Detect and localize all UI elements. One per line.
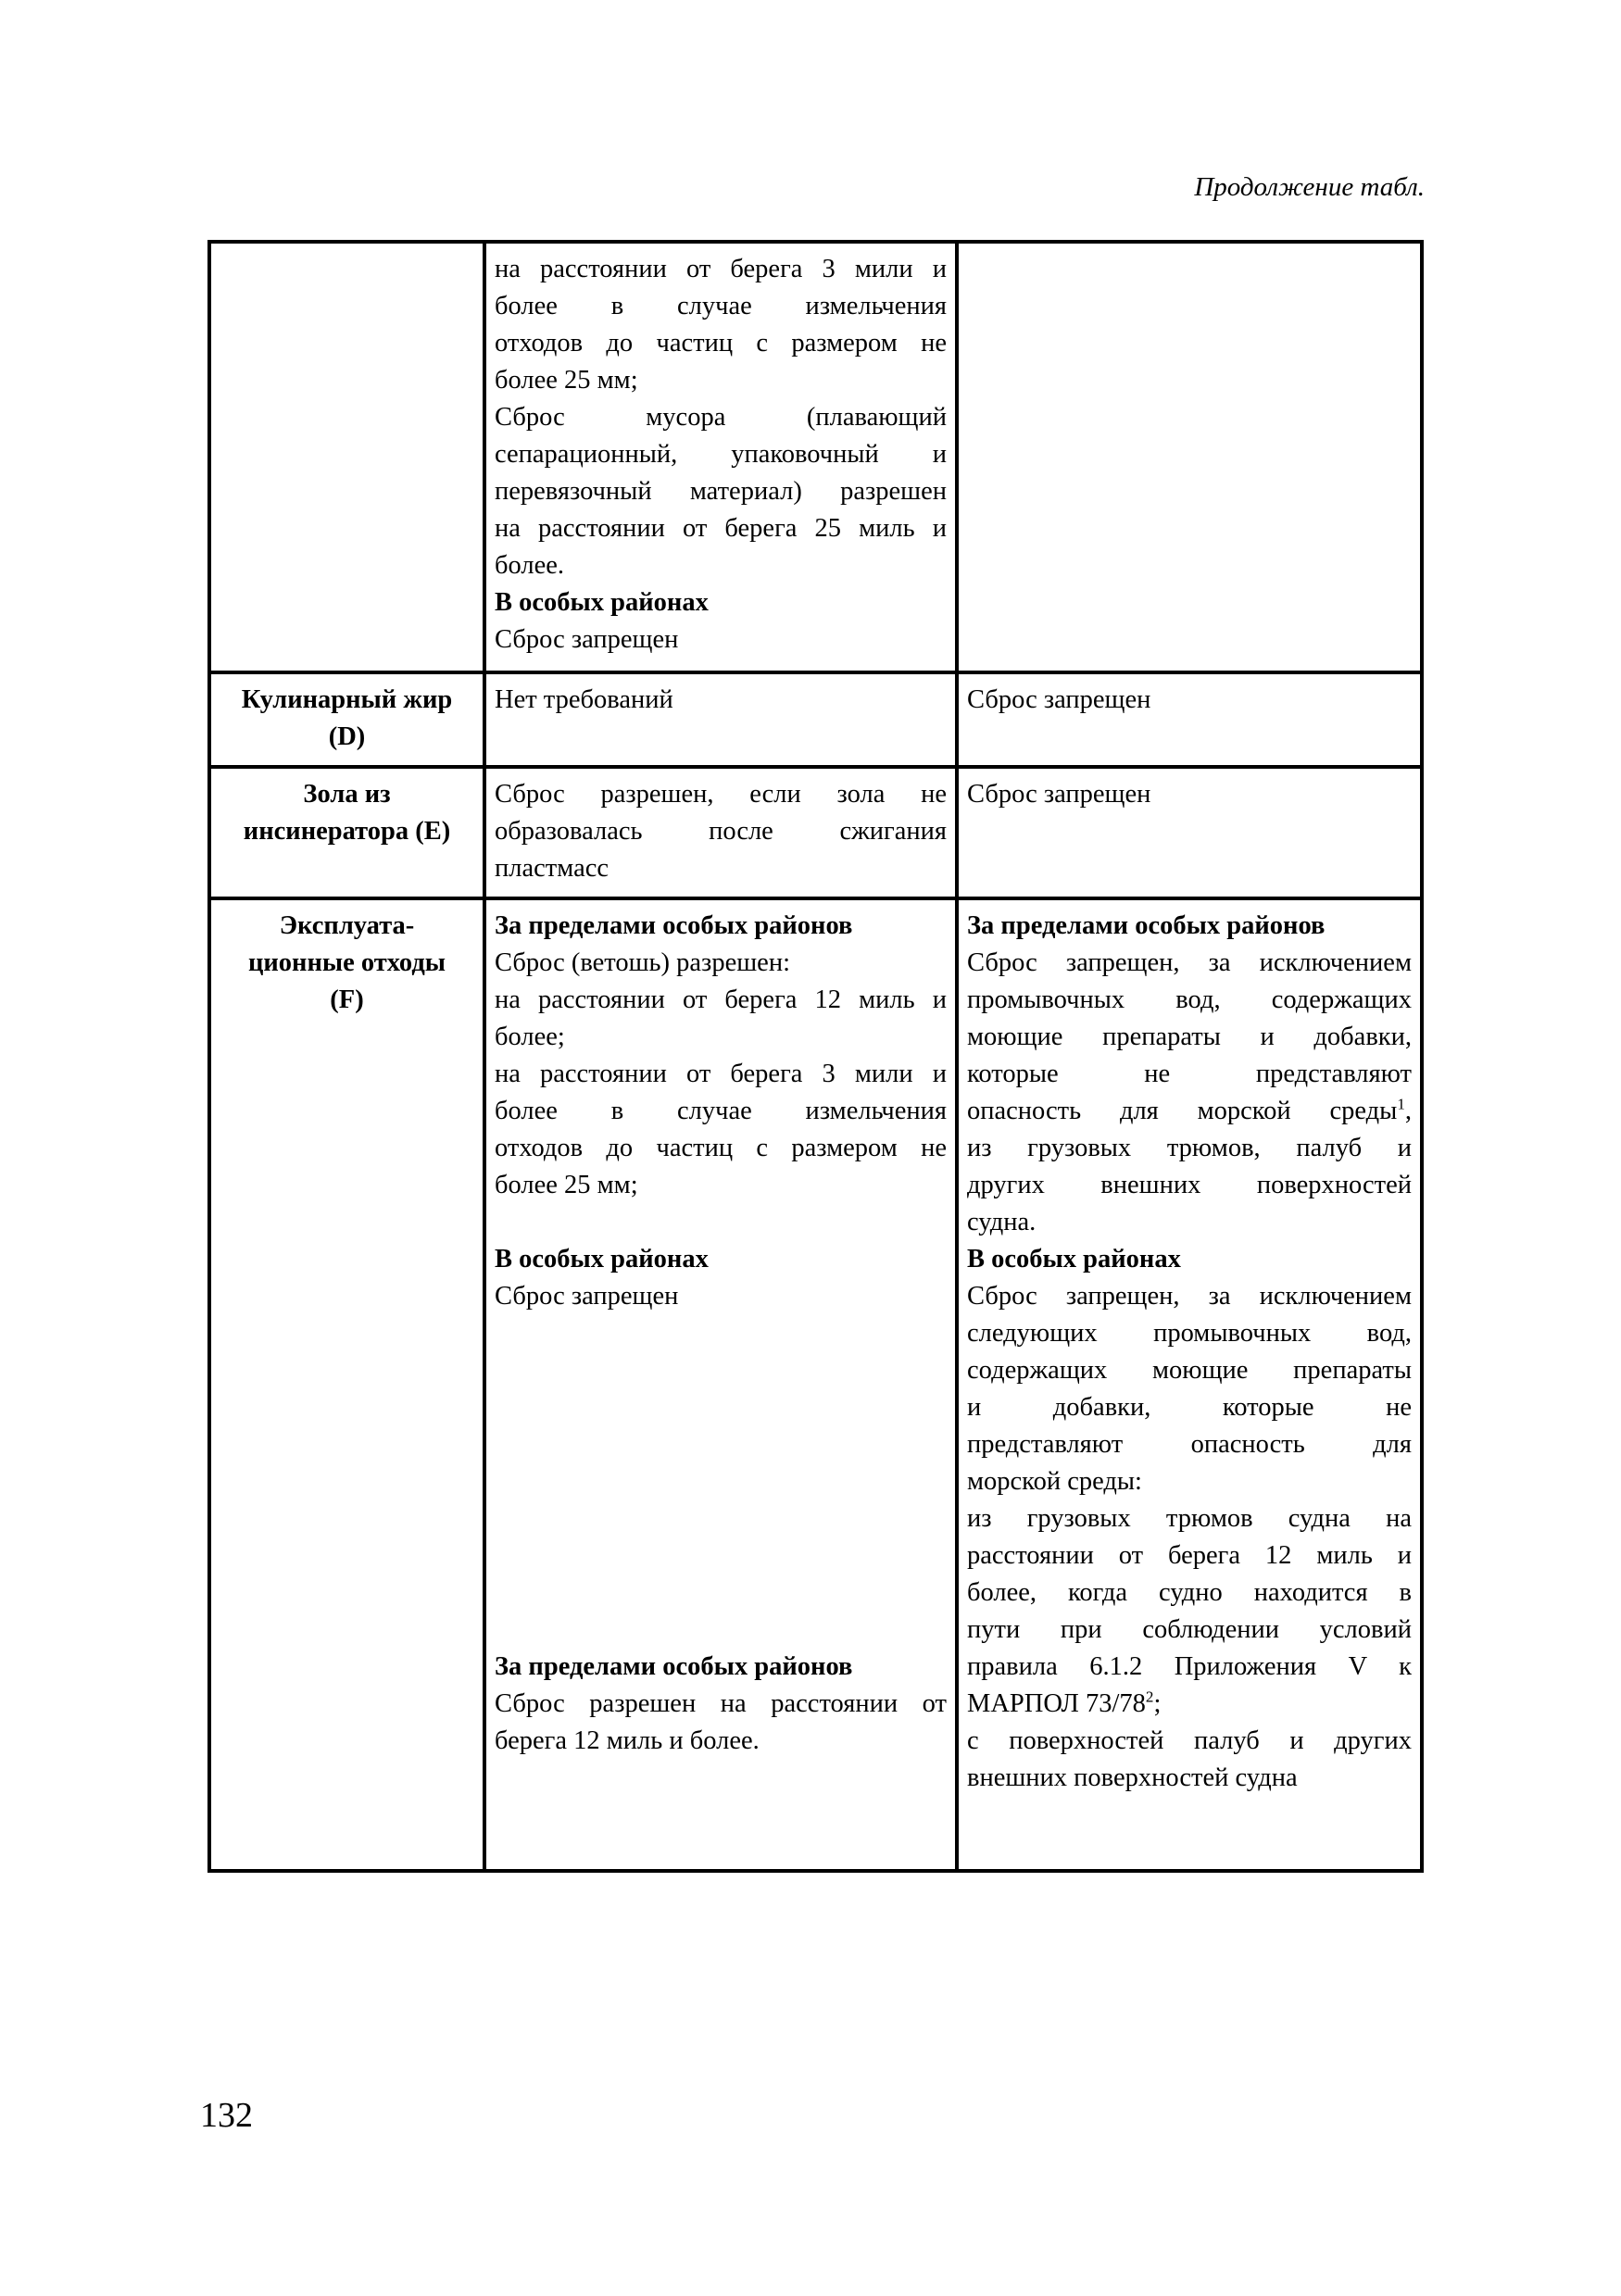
cell-text: , bbox=[1404, 1097, 1412, 1125]
outside-special-areas-heading: За пределами особых районов bbox=[495, 911, 853, 940]
cell-line: образовалась после сжигания bbox=[495, 817, 947, 846]
cell-line: содержащих моющие препараты bbox=[967, 1356, 1412, 1385]
category-label: Кулинарный жир bbox=[241, 685, 453, 714]
cell-line: на расстоянии от берега 3 мили и bbox=[495, 255, 947, 283]
fixed-platforms-cell bbox=[957, 672, 1422, 767]
sea-areas-cell bbox=[484, 242, 957, 672]
cell-line: более в случае измельчения bbox=[495, 292, 947, 320]
fixed-platforms-cell bbox=[957, 898, 1422, 1871]
cell-line: Сброс запрещен, за исключением bbox=[967, 1282, 1412, 1311]
table-row bbox=[209, 672, 1422, 767]
cell-line: более 25 мм; bbox=[495, 366, 638, 395]
cell-line: Сброс разрешен на расстоянии от bbox=[495, 1689, 947, 1718]
cell-line: отходов до частиц с размером не bbox=[495, 1134, 947, 1162]
table-row bbox=[209, 767, 1422, 898]
cell-line: на расстоянии от берега 12 миль и bbox=[495, 985, 947, 1014]
table-continuation-caption: Продолжение табл. bbox=[1194, 172, 1425, 202]
discharge-table bbox=[207, 240, 1424, 1873]
cell-line: других внешних поверхностей bbox=[967, 1171, 1412, 1199]
cell-line: и добавки, которые не bbox=[967, 1393, 1412, 1422]
cell-line: пути при соблюдении условий bbox=[967, 1615, 1412, 1644]
category-label: Зола из bbox=[303, 780, 391, 809]
cell-line: более. bbox=[495, 551, 565, 580]
sea-areas-cell bbox=[484, 672, 957, 767]
cell-text: опасность для морской среды bbox=[967, 1097, 1398, 1125]
cell-line: с поверхностей палуб и других bbox=[967, 1726, 1412, 1755]
cell-line: отходов до частиц с размером не bbox=[495, 329, 947, 358]
cell-line: промывочных вод, содержащих bbox=[967, 985, 1412, 1014]
category-cell bbox=[209, 242, 484, 672]
special-areas-heading: В особых районах bbox=[495, 1245, 709, 1273]
table-row bbox=[209, 242, 1422, 672]
cell-line: Сброс (ветошь) разрешен: bbox=[495, 948, 790, 977]
sea-areas-cell bbox=[484, 898, 957, 1871]
special-areas-heading: В особых районах bbox=[967, 1245, 1181, 1273]
cell-line: Сброс запрещен bbox=[495, 625, 679, 654]
cell-line: на расстоянии от берега 25 миль и bbox=[495, 514, 947, 543]
table-row bbox=[209, 898, 1422, 1871]
category-cell bbox=[209, 767, 484, 898]
cell-text: ; bbox=[1153, 1689, 1162, 1718]
blank-line bbox=[495, 1204, 947, 1241]
cell-line: Сброс мусора (плавающий bbox=[495, 403, 947, 432]
cell-line: более, когда судно находится в bbox=[967, 1578, 1412, 1607]
cell-line: более в случае измельчения bbox=[495, 1097, 947, 1125]
cell-line: перевязочный материал) разрешен bbox=[495, 477, 947, 506]
cell-line: представляют опасность для bbox=[967, 1430, 1412, 1459]
sea-areas-cell bbox=[484, 767, 957, 898]
cell-line-with-footnote bbox=[967, 1686, 1412, 1723]
cell-line: сепарационный, упаковочный и bbox=[495, 440, 947, 469]
footnote-marker: 1 bbox=[1397, 1095, 1405, 1113]
cell-line: пластмасс bbox=[495, 854, 609, 883]
cell-line: внешних поверхностей судна bbox=[967, 1763, 1298, 1792]
cell-line: Сброс запрещен bbox=[967, 780, 1151, 809]
cell-line: из грузовых трюмов судна на bbox=[967, 1504, 1412, 1533]
outside-special-areas-heading: За пределами особых районов bbox=[967, 911, 1326, 940]
cell-line: на расстоянии от берега 3 мили и bbox=[495, 1060, 947, 1088]
category-code: инсинератора (E) bbox=[243, 817, 451, 846]
blank-space bbox=[495, 1315, 947, 1649]
cell-line: Сброс запрещен bbox=[967, 685, 1151, 714]
cell-line: следующих промывочных вод, bbox=[967, 1319, 1412, 1348]
cell-line: правила 6.1.2 Приложения V к bbox=[967, 1652, 1412, 1681]
fixed-platforms-cell bbox=[957, 767, 1422, 898]
cell-line: более; bbox=[495, 1023, 565, 1051]
cell-line: судна. bbox=[967, 1208, 1037, 1236]
category-cell bbox=[209, 898, 484, 1871]
cell-line: которые не представляют bbox=[967, 1060, 1412, 1088]
cell-line: более 25 мм; bbox=[495, 1171, 638, 1199]
category-label: ционные отходы bbox=[247, 948, 446, 977]
category-code: (D) bbox=[328, 722, 366, 751]
category-label: Эксплуата- bbox=[279, 911, 415, 940]
cell-line-with-footnote bbox=[967, 1093, 1412, 1130]
cell-line: моющие препараты и добавки, bbox=[967, 1023, 1412, 1051]
fixed-platforms-cell bbox=[957, 242, 1422, 672]
footnote-marker: 2 bbox=[1145, 1687, 1154, 1706]
cell-line: Сброс запрещен, за исключением bbox=[967, 948, 1412, 977]
category-code: (F) bbox=[330, 985, 364, 1014]
page-number: 132 bbox=[200, 2096, 253, 2135]
cell-line: берега 12 миль и более. bbox=[495, 1726, 760, 1755]
outside-special-areas-heading: За пределами особых районов bbox=[495, 1652, 853, 1681]
cell-line: из грузовых трюмов, палуб и bbox=[967, 1134, 1412, 1162]
cell-line: Сброс запрещен bbox=[495, 1282, 679, 1311]
cell-text: МАРПОЛ 73/78 bbox=[967, 1689, 1146, 1718]
cell-line: расстоянии от берега 12 миль и bbox=[967, 1541, 1412, 1570]
category-cell bbox=[209, 672, 484, 767]
cell-line: Нет требований bbox=[495, 685, 673, 714]
special-areas-heading: В особых районах bbox=[495, 588, 709, 617]
cell-line: морской среды: bbox=[967, 1467, 1142, 1496]
cell-line: Сброс разрешен, если зола не bbox=[495, 780, 947, 809]
